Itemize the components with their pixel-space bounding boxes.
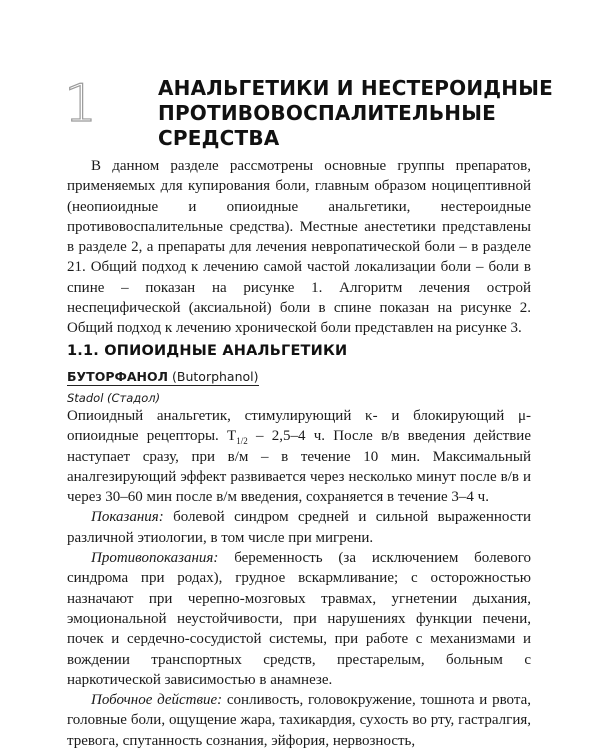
side-effects-label: Побочное действие: xyxy=(91,692,223,709)
side-effects-paragraph xyxy=(67,690,531,751)
indications-paragraph xyxy=(67,507,531,548)
half-life-subscript: 1/2 xyxy=(236,436,248,447)
drug-trade-name: Stadol (Стадол) xyxy=(67,391,161,405)
drug-description-block xyxy=(67,406,531,751)
chapter-number: 1 xyxy=(64,74,98,134)
description-end: – 2,5–4 ч. После в/в введения действие наступает сразу, при в/м – в течение 10 мин. Максимальный аналгезирующий эффект развивается через несколько минут после в/в и через 30–60 мин после в/м введения, сохраняется в течение 3–4 ч. xyxy=(67,428,531,506)
drug-header xyxy=(67,369,259,386)
intro-paragraph: В данном разделе рассмотрены основные группы препаратов, применяемых для купирования боли, главным образом ноцицептивной (неопиоидные и опиоидные анальгетики, нестероидные противовоспалительные средства). Местные анестетики представлены в разделе 2, а препараты для лечения невропатической боли – в разделе 21. Общий подход к лечению самой частой локализации боли – боли в спине – показан на рисунке 1. Алгоритм лечения острой неспецифической (аксиальной) боли в спине показан на рисунке 2. Общий подход к лечению хронической боли представлен на рисунке 3. xyxy=(67,158,531,337)
indications-label: Показания: xyxy=(91,509,164,526)
contraindications-label: Противопоказания: xyxy=(91,550,219,567)
drug-name: БУТОРФАНОЛ xyxy=(67,369,169,384)
section-heading: 1.1. ОПИОИДНЫЕ АНАЛЬГЕТИКИ xyxy=(67,343,348,359)
contraindications-text: беременность (за исключением болевого синдрома при родах), грудное вскармливание; с осторожностью назначают при черепно-мозговых травмах, угнетении дыхания, эмоциональной неустойчивости, при нарушениях функции печени, почек и сердечно-сосудистой системы, при работе с механизмами и вождении транспортных средств, престарелым, больным с наркотической зависимостью в анамнезе. xyxy=(67,550,531,688)
chapter-title-line-2: ПРОТИВОВОСПАЛИТЕЛЬНЫЕ xyxy=(158,101,496,125)
side-effects-text: сонливость, головокружение, тошнота и рвота, головные боли, ощущение жара, тахикардия, сухость во рту, гастралгия, тревога, спутанность сознания, эйфория, нервозность, xyxy=(67,692,531,749)
chapter-title xyxy=(158,76,558,151)
contraindications-paragraph xyxy=(67,548,531,690)
chapter-title-line-1: АНАЛЬГЕТИКИ И НЕСТЕРОИДНЫЕ xyxy=(158,76,554,100)
description-start: Опиоидный анальгетик, стимулирующий κ- и блокирующий μ-опиоидные рецепторы. T xyxy=(67,408,531,445)
chapter-title-line-3: СРЕДСТВА xyxy=(158,126,280,150)
indications-text: болевой синдром средней и сильной выраженности различной этиологии, в том числе при мигрени. xyxy=(67,509,531,546)
drug-description xyxy=(67,406,531,507)
drug-latin-name: (Butorphanol) xyxy=(172,369,259,384)
